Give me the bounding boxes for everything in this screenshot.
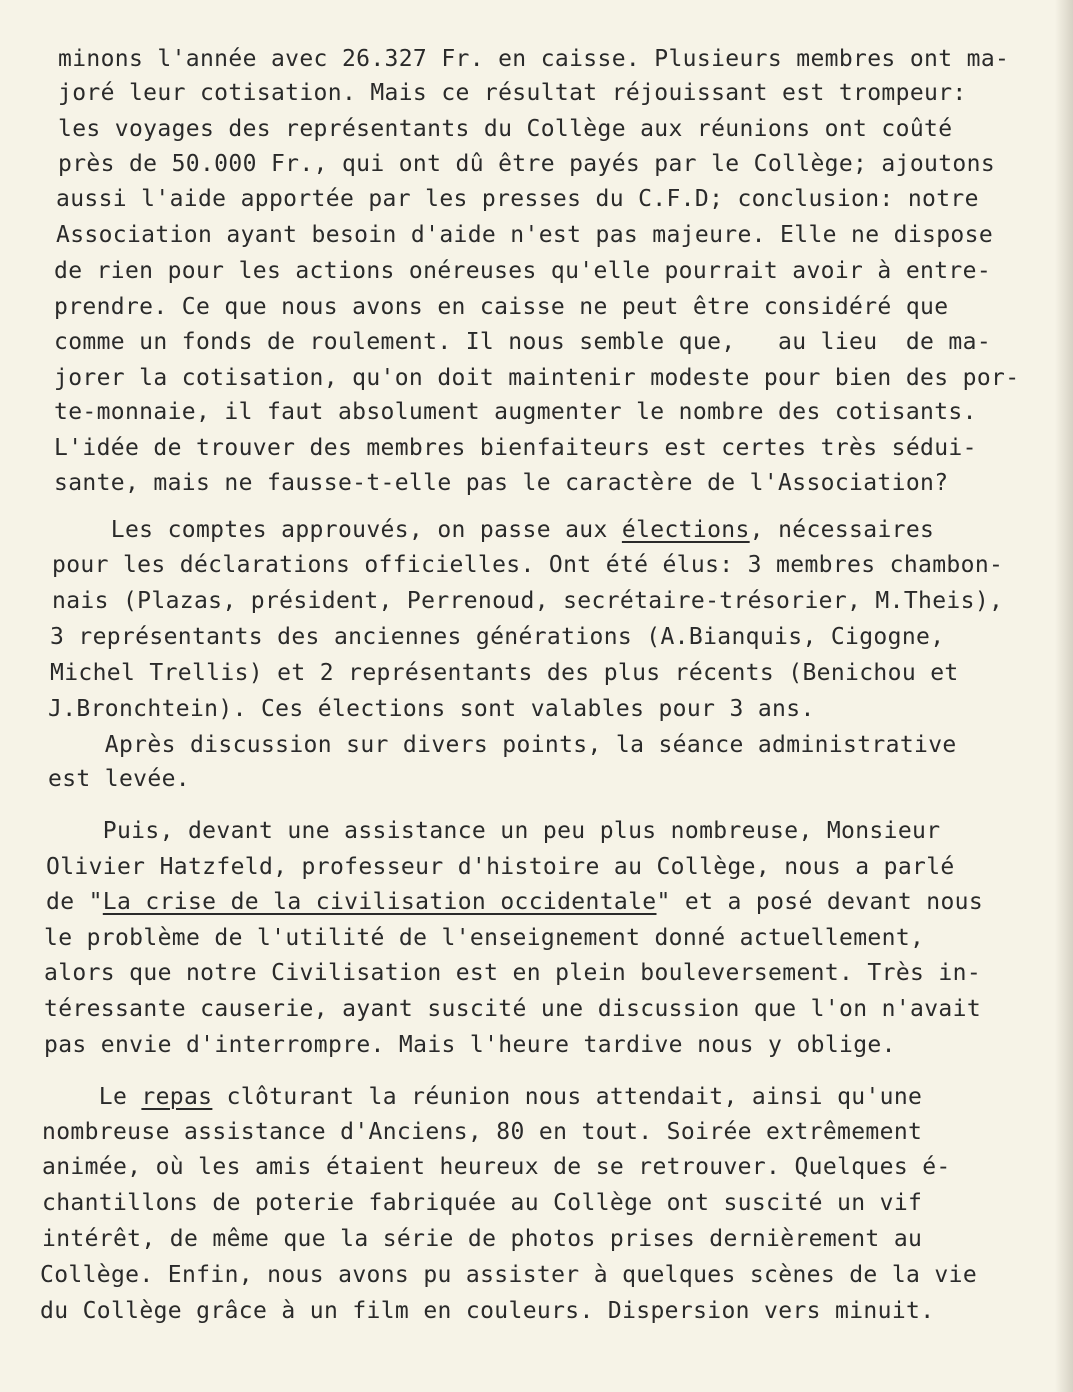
text-line: nombreuse assistance d'Anciens, 80 en tout. Soirée extrêmement (42, 1119, 923, 1145)
text-line: pour les déclarations officielles. Ont été élus: 3 membres chambon- (52, 552, 1004, 578)
text-line (46, 887, 983, 917)
text-line: te-monnaie, il faut absolument augmenter le nombre des cotisants. (54, 399, 977, 425)
text-line: les voyages des représentants du Collège aux réunions ont coûté (58, 116, 953, 142)
text-segment: de " (46, 889, 103, 915)
text-segment: Les comptes approuvés, on passe aux (54, 517, 622, 543)
text-line: chantillons de poterie fabriquée au Collège ont suscité un vif (42, 1190, 923, 1216)
text-line: comme un fonds de roulement. Il nous semble que, au lieu de ma- (54, 329, 992, 355)
text-segment: " et a posé devant nous (656, 889, 984, 915)
text-line: Association ayant besoin d'aide n'est pas majeure. Elle ne dispose (56, 222, 994, 248)
text-segment: Le (42, 1084, 142, 1110)
text-line: le problème de l'utilité de l'enseignement donné actuellement, (44, 925, 925, 951)
text-line: 3 représentants des anciennes générations (A.Bianquis, Cigogne, (50, 624, 945, 650)
text-line: J.Bronchtein). Ces élections sont valables pour 3 ans. (48, 696, 815, 722)
text-line: alors que notre Civilisation est en plein bouleversement. Très in- (44, 960, 982, 986)
text-line: nais (Plazas, président, Perrenoud, secrétaire-trésorier, M.Theis), (52, 588, 1004, 614)
text-segment: clôturant la réunion nous attendait, ainsi qu'une (212, 1084, 923, 1110)
text-line: intérêt, de même que la série de photos prises dernièrement au (42, 1226, 923, 1252)
text-line: téressante causerie, ayant suscité une discussion que l'on n'avait (44, 996, 982, 1022)
underlined-phrase: élections (621, 517, 750, 543)
text-line: Collège. Enfin, nous avons pu assister à quelques scènes de la vie (40, 1262, 978, 1288)
text-line: aussi l'aide apportée par les presses du C.F.D; conclusion: notre (56, 186, 979, 212)
text-line: prendre. Ce que nous avons en caisse ne peut être considéré que (54, 294, 949, 320)
text-line (42, 1082, 922, 1112)
text-line: Puis, devant une assistance un peu plus nombreuse, Monsieur (46, 818, 941, 844)
text-line: L'idée de trouver des membres bienfaiteurs est certes très sédui- (54, 435, 977, 461)
text-line: du Collège grâce à un film en couleurs. Dispersion vers minuit. (40, 1298, 935, 1324)
underlined-phrase: La crise de la civilisation occidentale (102, 889, 657, 915)
text-line: Olivier Hatzfeld, professeur d'histoire au Collège, nous a parlé (46, 854, 955, 880)
text-line: Après discussion sur divers points, la séance administrative (48, 732, 957, 758)
text-line: pas envie d'interrompre. Mais l'heure tardive nous y oblige. (44, 1032, 896, 1058)
text-line: animée, où les amis étaient heureux de se retrouver. Quelques é- (42, 1154, 951, 1180)
text-line: joré leur cotisation. Mais ce résultat réjouissant est trompeur: (58, 80, 967, 106)
text-line: minons l'année avec 26.327 Fr. en caisse. Plusieurs membres ont ma- (58, 46, 1010, 72)
text-segment: , nécessaires (749, 517, 935, 543)
text-line (54, 515, 934, 545)
text-line: jorer la cotisation, qu'on doit maintenir modeste pour bien des por- (54, 365, 1020, 391)
text-line: est levée. (48, 766, 190, 792)
text-line: près de 50.000 Fr., qui ont dû être payés par le Collège; ajoutons (58, 151, 996, 177)
text-line: sante, mais ne fausse-t-elle pas le caractère de l'Association? (54, 470, 949, 496)
text-line: Michel Trellis) et 2 représentants des plus récents (Benichou et (50, 660, 959, 686)
page-edge-shadow (1055, 0, 1073, 1392)
text-line: de rien pour les actions onéreuses qu'elle pourrait avoir à entre- (54, 258, 992, 284)
underlined-phrase: repas (141, 1084, 213, 1110)
